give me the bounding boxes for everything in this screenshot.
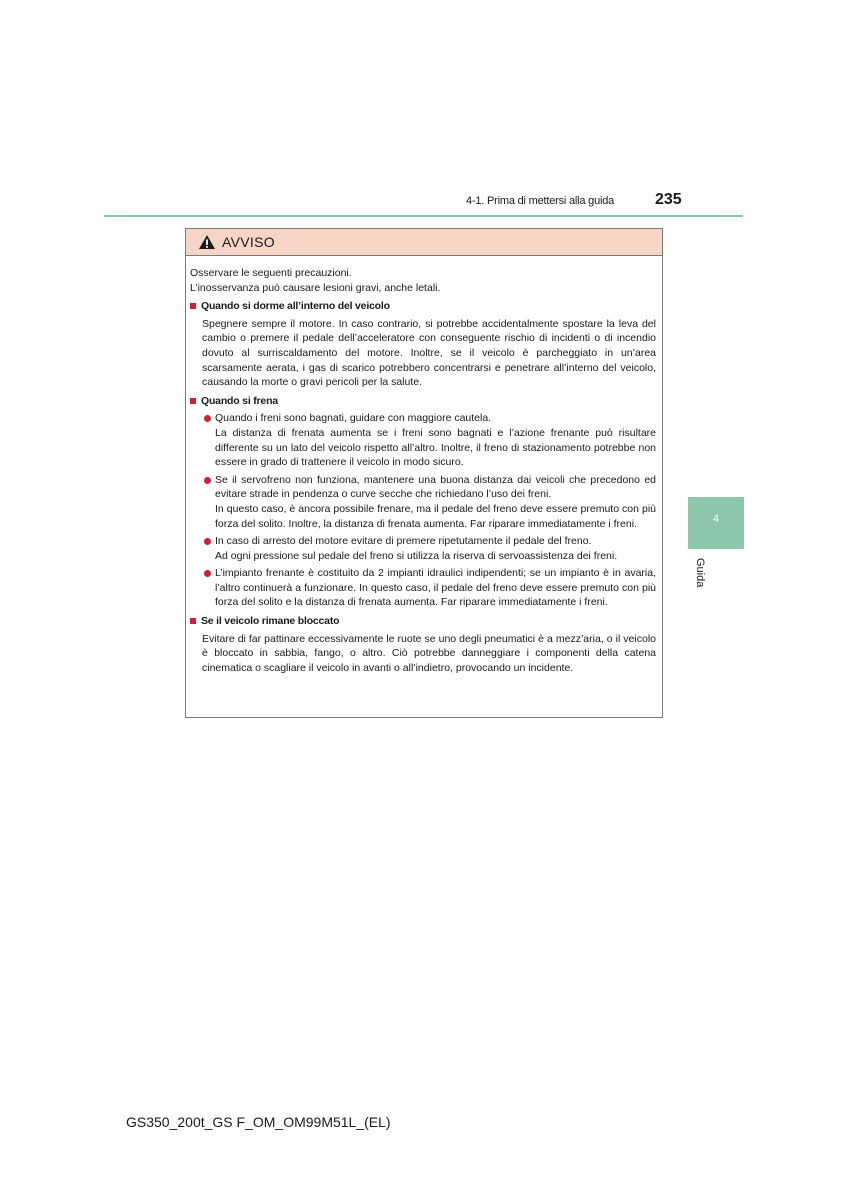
bullet-text: L’impianto frenante è costituito da 2 impianti idraulici indipendenti; se un impianto è in avaria, l’altro continuerà a funzionare. In questo caso, il pedale del freno deve essere premuto con più forza del solito e la distanza di frenata aumenta. Far riparare immediatamente i freni. xyxy=(215,567,656,609)
warning-box xyxy=(185,228,663,718)
list-item xyxy=(204,534,656,563)
square-bullet-icon xyxy=(190,303,196,309)
chapter-label: Guida xyxy=(694,558,706,588)
footer-document-code: GS350_200t_GS F_OM_OM99M51L_(EL) xyxy=(126,1114,391,1130)
section-text: Spegnere sempre il motore. In caso contrario, si potrebbe accidentalmente spostare la leva del cambio o premere il pedale dell’acceleratore con conseguente rischio di incidenti o di incendio dovuto al surriscaldamento del motore. Inoltre, se il veicolo è parcheggiato in un’area scarsamente aerata, i gas di scarico potrebbero concentrarsi e penetrare all’interno del veicolo, causando la morte o gravi pericoli per la salute. xyxy=(202,317,656,389)
section-heading-text: Quando si dorme all’interno del veicolo xyxy=(201,300,390,313)
page-number: 235 xyxy=(655,191,682,208)
bullet-text: Se il servofreno non funziona, mantenere una buona distanza dai veicoli che precedono ed evitare strade in pendenza o curve secche che richiedano l’uso dei freni. xyxy=(215,473,656,501)
dot-bullet-icon xyxy=(204,538,211,545)
section-heading xyxy=(190,299,656,314)
bullet-text: In caso di arresto del motore evitare di premere ripetutamente il pedale del freno. xyxy=(215,535,592,548)
intro-line: L’inosservanza può causare lesioni gravi, anche letali. xyxy=(190,281,441,294)
warning-body xyxy=(186,256,662,675)
bullet-text: Quando i freni sono bagnati, guidare con maggiore cautela. xyxy=(215,412,492,425)
square-bullet-icon xyxy=(190,398,196,404)
dot-bullet-icon xyxy=(204,570,211,577)
section-heading xyxy=(190,394,656,409)
list-item xyxy=(204,566,656,610)
list-item xyxy=(204,473,656,531)
section-heading-text: Se il veicolo rimane bloccato xyxy=(201,615,340,628)
warning-triangle-icon xyxy=(198,234,216,250)
intro-line: Osservare le seguenti precauzioni. xyxy=(190,267,352,279)
chapter-tab xyxy=(688,497,744,549)
bullet-text: Ad ogni pressione sul pedale del freno si utilizza la riserva di servoassistenza dei freni. xyxy=(215,549,618,562)
warning-header xyxy=(186,229,662,256)
bullet-list xyxy=(204,411,656,610)
chapter-number: 4 xyxy=(712,513,720,525)
header-section-title: 4-1. Prima di mettersi alla guida xyxy=(466,195,615,207)
bullet-text: La distanza di frenata aumenta se i freni sono bagnati e l’azione frenante può risultare differente su un lato del veicolo rispetto all’altro. Inoltre, il freno di stazionamento potrebbe non essere in grado di trattenere il veicolo in modo sicuro. xyxy=(215,426,656,469)
bullet-text: In questo caso, è ancora possibile frenare, ma il pedale del freno deve essere premuto con più forza del solito. Inoltre, la distanza di frenata aumenta. Far riparare immediatamente i freni. xyxy=(215,502,656,530)
section-heading-text: Quando si frena xyxy=(201,394,278,407)
warning-title: AVVISO xyxy=(222,234,275,250)
header-divider xyxy=(104,215,743,217)
dot-bullet-icon xyxy=(204,415,211,422)
list-item xyxy=(204,411,656,469)
section-text: Evitare di far pattinare eccessivamente le ruote se uno degli pneumatici è a mezz’aria, o il veicolo è bloccato in sabbia, fango, o altro. Ciò potrebbe danneggiare i componenti della catena cinematica o scagliare il veicolo in avanti o all’indietro, provocando un incidente. xyxy=(202,632,656,674)
section-heading xyxy=(190,614,656,629)
square-bullet-icon xyxy=(190,618,196,624)
dot-bullet-icon xyxy=(204,477,211,484)
